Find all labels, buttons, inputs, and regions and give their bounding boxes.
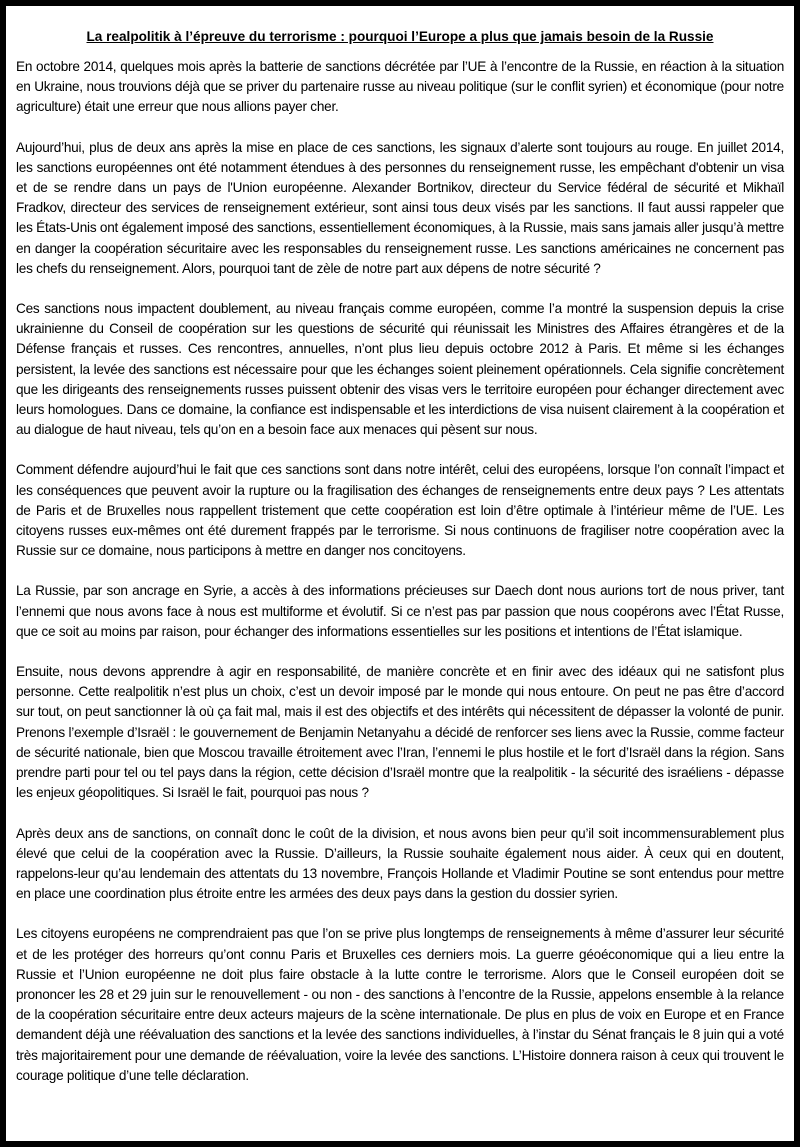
paragraph-2: Aujourd’hui, plus de deux ans après la mise en place de ces sanctions, les signaux d’alerte sont toujours au rouge. En juillet 2014, les sanctions européennes ont été notamment étendues à des personnes du renseignement russe, les empêchant d'obtenir un visa et de se rendre dans un pays de l'Union européenne. Alexander Bortnikov, directeur du Service fédéral de sécurité et Mikhaïl Fradkov, directeur des services de renseignement extérieur, sont ainsi tous deux visés par les sanctions. Il faut aussi rappeler que les États-Unis ont également imposé des sanctions, essentiellement économiques, à la Russie, mais sans jamais aller jusqu’à mettre en danger la coopération sécuritaire avec les responsables du renseignement russe. Les sanctions américaines ne concernent pas les chefs du renseignement. Alors, pourquoi tant de zèle de notre part aux dépens de notre sécurité ?: [16, 139, 784, 276]
document-title: La realpolitik à l’épreuve du terrorisme : pourquoi l’Europe a plus que jamais besoin de la Russie: [86, 29, 714, 44]
paragraph-4: Comment défendre aujourd’hui le fait que ces sanctions sont dans notre intérêt, celui des européens, lorsque l’on connaît l’impact et les conséquences que peuvent avoir la rupture ou la fragilisation des échanges de renseignements entre deux pays ? Les attentats de Paris et de Bruxelles nous rappellent tristement que cette coopération est loin d’être optimale à l’intérieur même de l’UE. Les citoyens russes eux-mêmes ont été durement frappés par le terrorisme. Si nous continuons de fragiliser notre coopération avec la Russie sur ce domaine, nous participons à mettre en danger nos concitoyens.: [16, 462, 784, 559]
paragraph-8: Les citoyens européens ne comprendraient pas que l’on se prive plus longtemps de renseignements à même d’assurer leur sécurité et de les protéger des horreurs qu’ont connu Paris et Bruxelles ces derniers mois. La guerre géoéconomique qui a lieu entre la Russie et l’Union européenne ne doit plus faire obstacle à la lutte contre le terrorisme. Alors que le Conseil européen doit se prononcer les 28 et 29 juin sur le renouvellement - ou non - des sanctions à l’encontre de la Russie, appelons ensemble à la relance de la coopération sécuritaire entre deux acteurs majeurs de la scène internationale. De plus en plus de voix en Europe et en France demandent déjà une réévaluation des sanctions et la levée des sanctions individuelles, à l’instar du Sénat français le 8 juin qui a voté très majoritairement pour une demande de réévaluation, voire la levée des sanctions. L’Histoire donnera raison à ceux qui trouvent le courage politique d’une telle déclaration.: [16, 926, 784, 1083]
paragraph-3: Ces sanctions nous impactent doublement, au niveau français comme européen, comme l’a montré la suspension depuis la crise ukrainienne du Conseil de coopération sur les questions de sécurité qui réunissait les Ministres des Affaires étrangères et de la Défense français et russes. Ces rencontres, annuelles, n’ont plus lieu depuis octobre 2012 à Paris. Et même si les échanges persistent, la levée des sanctions est nécessaire pour que les échanges soient pleinement opérationnels. Cela signifie concrètement que les dirigeants des renseignements russes puissent obtenir des visas vers le territoire européen pour échanger directement avec leurs homologues. Dans ce domaine, la confiance est indispensable et les interdictions de visa nuisent clairement à la coopération et au dialogue de haut niveau, tels qu’on en a besoin face aux menaces qui pèsent sur nous.: [16, 301, 784, 438]
paragraph-1: En octobre 2014, quelques mois après la batterie de sanctions décrétée par l’UE à l’encontre de la Russie, en réaction à la situation en Ukraine, nous trouvions déjà que se priver du partenaire russe au niveau politique (sur le conflit syrien) et économique (pour notre agriculture) était une erreur que nous allions payer cher.: [16, 59, 784, 115]
document-page: [6, 6, 794, 1141]
paragraph-5: La Russie, par son ancrage en Syrie, a accès à des informations précieuses sur Daech dont nous aurions tort de nous priver, tant l’ennemi que nous avons face à nous est multiforme et évolutif. Si ce n’est pas par passion que nous coopérons avec l’État Russe, que ce soit au moins par raison, pour échanger des informations essentielles sur les positions et intentions de l’État islamique.: [16, 583, 784, 639]
paragraph-6: Ensuite, nous devons apprendre à agir en responsabilité, de manière concrète et en finir avec des idéaux qui ne satisfont plus personne. Cette realpolitik n’est plus un choix, c’est un devoir imposé par le monde qui nous entoure. On peut ne pas être d’accord sur tout, on peut sanctionner là où ça fait mal, mais il est des objectifs et des intérêts qui nécessitent de dépasser la volonté de punir. Prenons l’exemple d’Israël : le gouvernement de Benjamin Netanyahu a décidé de renforcer ses liens avec la Russie, comme facteur de sécurité nationale, bien que Moscou travaille étroitement avec l’Iran, l’ennemi le plus hostile et le fort d’Israël dans la région. Sans prendre parti pour tel ou tel pays dans la région, cette décision d’Israël montre que la realpolitik - la sécurité des israéliens - dépasse les enjeux géopolitiques. Si Israël le fait, pourquoi pas nous ?: [16, 664, 784, 801]
paragraph-7: Après deux ans de sanctions, on connaît donc le coût de la division, et nous avons bien peur qu’il soit incommensurablement plus élevé que celui de la coopération avec la Russie. D’ailleurs, la Russie souhaite également nous aider. À ceux qui en doutent, rappelons-leur qu’au lendemain des attentats du 13 novembre, François Hollande et Vladimir Poutine se sont entendus pour mettre en place une coordination plus étroite entre les armées des deux pays dans la gestion du dossier syrien.: [16, 825, 784, 902]
